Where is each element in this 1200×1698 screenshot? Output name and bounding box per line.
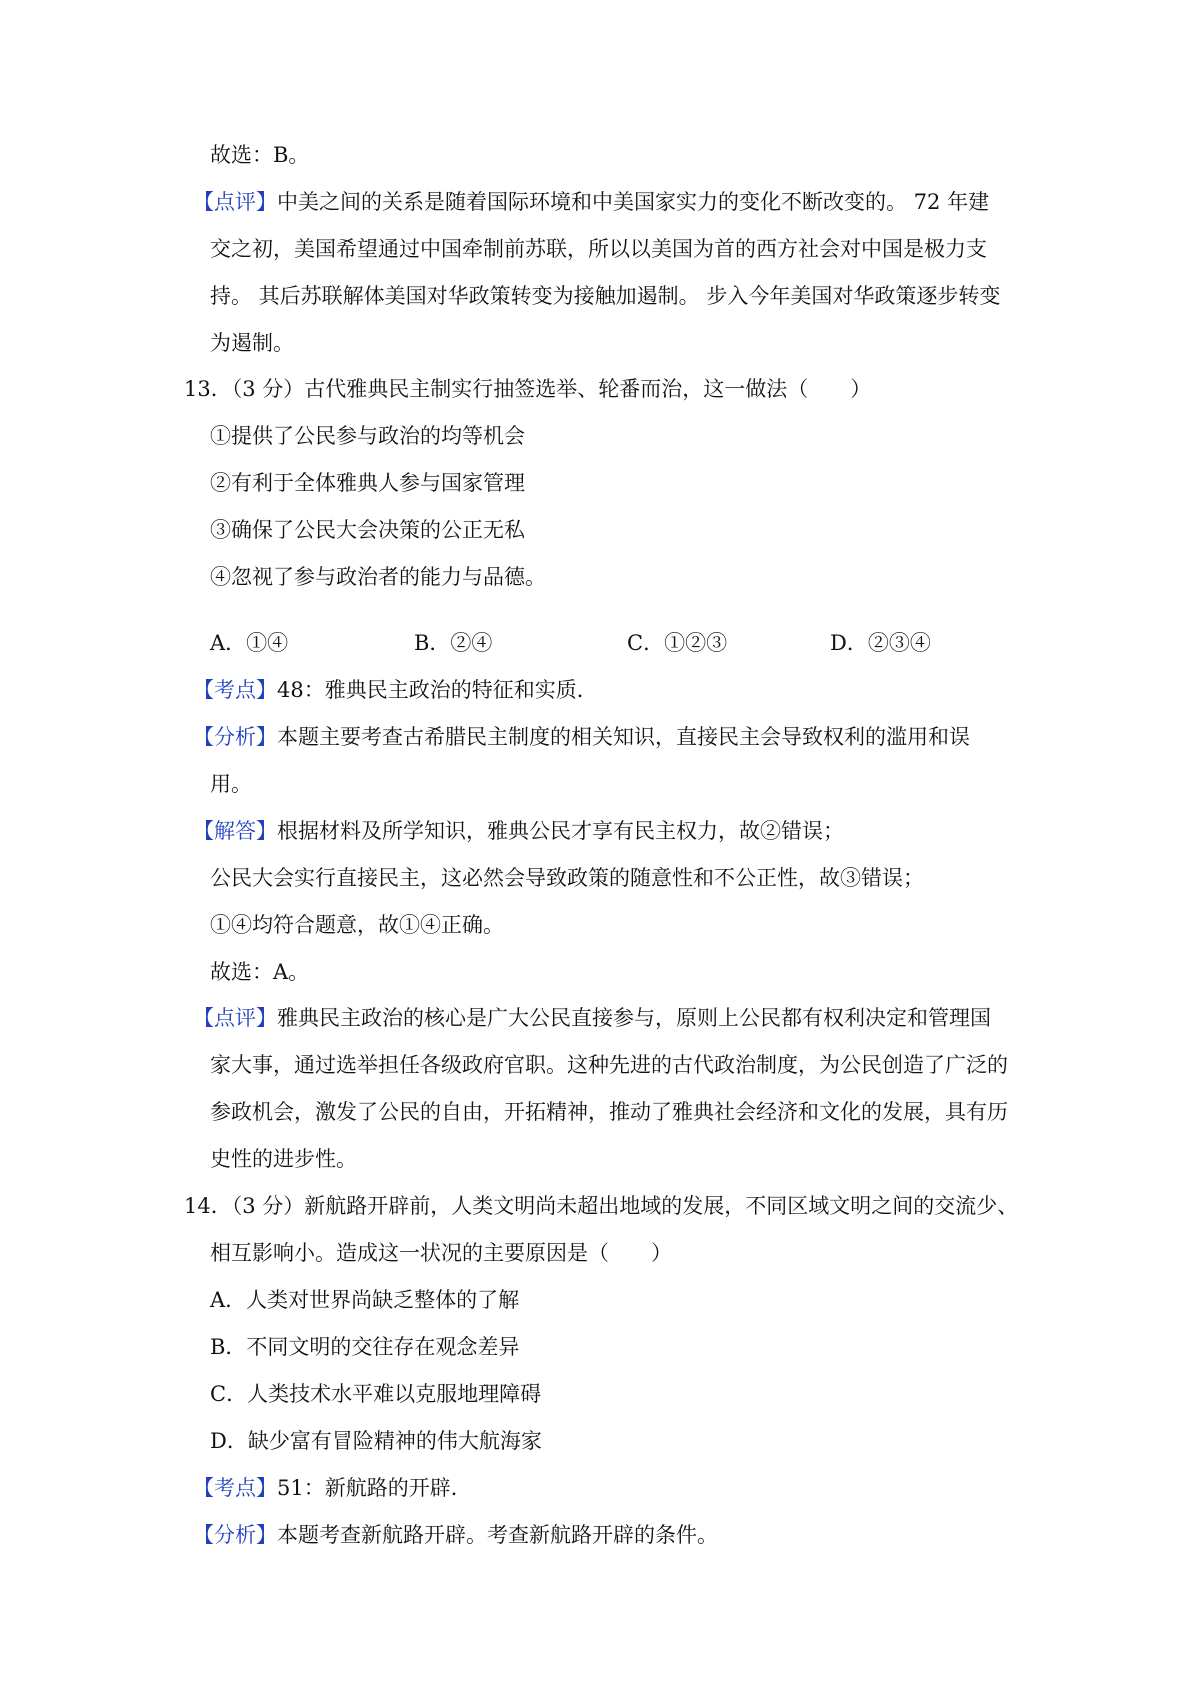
q14-option-a: A．人类对世界尚缺乏整体的了解 [210,1288,520,1312]
q13-option-d: D．②③④ [830,631,931,655]
q13-item-3: ③确保了公民大会决策的公正无私 [210,518,525,542]
q14-stem-line-2: 相互影响小。造成这一状况的主要原因是（ ） [210,1241,672,1265]
q13-comment-line-1: 【点评】雅典民主政治的核心是广大公民直接参与，原则上公民都有权利决定和管理国 [193,1006,991,1030]
q13-comment-line-3: 参政机会，激发了公民的自由，开拓精神，推动了雅典社会经济和文化的发展，具有历 [210,1100,1008,1124]
q13-solution-line-4: 故选：A。 [210,960,310,984]
solution-tag: 【解答】 [193,819,277,843]
q13-solution-line-1: 【解答】根据材料及所学知识，雅典公民才享有民主权力，故②错误； [193,819,844,843]
comment-tag: 【点评】 [193,1006,277,1030]
q13-option-a: A．①④ [210,631,289,655]
q12-comment-line-1: 【点评】中美之间的关系是随着国际环境和中美国家实力的变化不断改变的。 72 年建 [193,190,990,214]
q13-item-1: ①提供了公民参与政治的均等机会 [210,424,525,448]
q14-option-d: D．缺少富有冒险精神的伟大航海家 [210,1429,542,1453]
q14-stem-line-1: 14．（3 分）新航路开辟前，人类文明尚未超出地域的发展，不同区域文明之间的交流少、 [184,1194,1019,1218]
q13-analysis-line-1: 【分析】本题主要考查古希腊民主制度的相关知识，直接民主会导致权利的滥用和误 [193,725,970,749]
q14-option-c: C．人类技术水平难以克服地理障碍 [210,1382,542,1406]
q14-option-b: B．不同文明的交往存在观念差异 [210,1335,520,1359]
q13-comment-line-4: 史性的进步性。 [210,1147,357,1171]
analysis-tag: 【分析】 [193,725,277,749]
q13-solution-line-2: 公民大会实行直接民主，这必然会导致政策的随意性和不公正性，故③错误； [210,866,924,890]
q12-comment-line-2: 交之初，美国希望通过中国牵制前苏联，所以以美国为首的西方社会对中国是极力支 [210,237,987,261]
q13-point-line: 【考点】48：雅典民主政治的特征和实质． [193,678,598,702]
q14-analysis-line: 【分析】本题考查新航路开辟。考查新航路开辟的条件。 [193,1523,718,1547]
q14-point-line: 【考点】51：新航路的开辟． [193,1476,472,1500]
point-tag: 【考点】 [193,678,277,702]
q13-item-4: ④忽视了参与政治者的能力与品德。 [210,565,546,589]
q12-answer: 故选：B。 [210,143,310,167]
q13-stem: 13．（3 分）古代雅典民主制实行抽签选举、轮番而治，这一做法（ ） [184,377,872,401]
q13-option-c: C．①②③ [627,631,728,655]
q13-comment-line-2: 家大事，通过选举担任各级政府官职。这种先进的古代政治制度，为公民创造了广泛的 [210,1053,1008,1077]
q13-item-2: ②有利于全体雅典人参与国家管理 [210,471,525,495]
q12-comment-line-4: 为遏制。 [210,331,294,355]
q13-solution-line-3: ①④均符合题意，故①④正确。 [210,913,504,937]
point-tag: 【考点】 [193,1476,277,1500]
analysis-tag: 【分析】 [193,1523,277,1547]
q13-analysis-line-2: 用。 [210,772,252,796]
q13-option-b: B．②④ [414,631,493,655]
q12-comment-line-3: 持。 其后苏联解体美国对华政策转变为接触加遏制。 步入今年美国对华政策逐步转变 [210,284,1001,308]
comment-tag: 【点评】 [193,190,277,214]
